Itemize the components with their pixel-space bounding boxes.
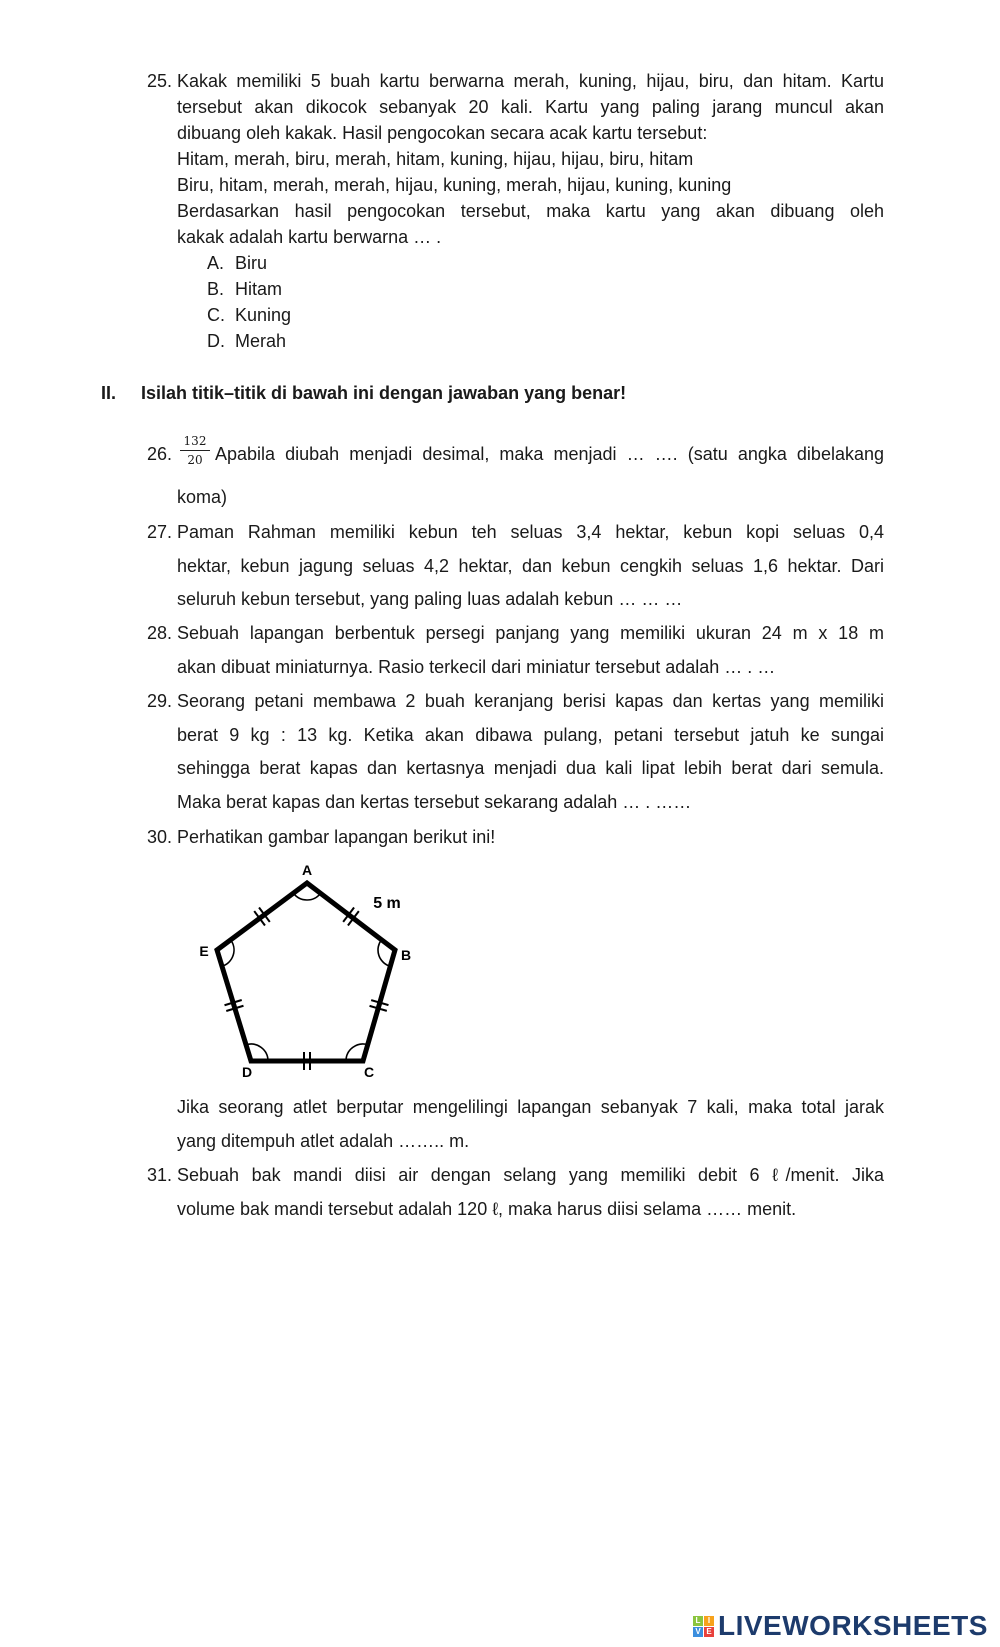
vertex-label-e: E — [199, 943, 209, 959]
option-text: Hitam — [235, 279, 283, 299]
fraction-numerator: 132 — [180, 434, 210, 451]
option-letter: A. — [207, 253, 225, 273]
option-text: Merah — [235, 331, 287, 351]
question-text: Apabila diubah menjadi desimal, maka menjadi … …. (satu angka dibelakang — [215, 444, 884, 464]
logo-icon-letter: E — [704, 1627, 714, 1637]
option-c[interactable] — [207, 305, 291, 326]
question-text: Perhatikan gambar lapangan berikut ini! — [177, 827, 496, 847]
vertex-label-c: C — [363, 1064, 375, 1080]
option-letter: C. — [207, 305, 225, 325]
fraction-denominator: 20 — [187, 453, 203, 467]
question-text: sehingga berat kapas dan kertasnya menjadi dua kali lipat lebih berat dari semula. — [177, 758, 884, 778]
logo-text: LIVEWORKSHEETS — [718, 1610, 988, 1641]
logo-icon-letter: V — [693, 1627, 703, 1637]
question-text: tersebut akan dikocok sebanyak 20 kali. Kartu yang paling jarang muncul akan — [177, 97, 884, 117]
question-number: 25. — [147, 71, 173, 91]
question-text: akan dibuat miniaturnya. Rasio terkecil dari miniatur tersebut adalah … . … — [177, 657, 776, 677]
question-number: 26. — [147, 444, 173, 464]
vertex-label-d: D — [241, 1064, 253, 1080]
question-text: Kakak memiliki 5 buah kartu berwarna merah, kuning, hijau, biru, dan hitam. Kartu — [177, 71, 884, 91]
question-number: 31. — [147, 1165, 173, 1185]
option-letter: B. — [207, 279, 225, 299]
section-heading — [101, 383, 627, 404]
pentagon-outline — [217, 883, 395, 1061]
question-text: koma) — [177, 487, 228, 507]
angle-arc — [293, 893, 320, 900]
question-text: Berdasarkan hasil pengocokan tersebut, maka kartu yang akan dibuang oleh — [177, 201, 884, 221]
fraction — [180, 434, 210, 468]
question-text: kakak adalah kartu berwarna … . — [177, 227, 442, 247]
question-text: volume bak mandi tersebut adalah 120 ℓ, maka harus diisi selama …… menit. — [177, 1199, 797, 1219]
question-text: Jika seorang atlet berputar mengelilingi lapangan sebanyak 7 kali, maka total jarak — [177, 1097, 884, 1117]
question-number: 28. — [147, 623, 173, 643]
liveworksheets-logo — [693, 1610, 988, 1642]
option-a[interactable] — [207, 253, 267, 274]
pentagon-figure — [180, 850, 440, 1090]
logo-icon-letter: L — [693, 1616, 703, 1626]
question-text: seluruh kebun tersebut, yang paling luas adalah kebun … … … — [177, 589, 683, 609]
question-text: dibuang oleh kakak. Hasil pengocokan secara acak kartu tersebut: — [177, 123, 708, 143]
side-length-label: 5 m — [373, 895, 401, 912]
option-letter: D. — [207, 331, 225, 351]
question-text: yang ditempuh atlet adalah …….. m. — [177, 1131, 470, 1151]
vertex-label-b: B — [400, 947, 412, 963]
question-text: berat 9 kg : 13 kg. Ketika akan dibawa pulang, petani tersebut jatuh ke sungai — [177, 725, 884, 745]
section-title: Isilah titik–titik di bawah ini dengan jawaban yang benar! — [141, 383, 627, 403]
logo-icon — [693, 1616, 714, 1637]
question-number: 29. — [147, 691, 173, 711]
question-text: Hitam, merah, biru, merah, hitam, kuning, hijau, hijau, biru, hitam — [177, 149, 694, 169]
section-numeral: II. — [101, 383, 117, 403]
question-number: 30. — [147, 827, 173, 847]
option-text: Kuning — [235, 305, 292, 325]
question-text: Biru, hitam, merah, merah, hijau, kuning, merah, hijau, kuning, kuning — [177, 175, 732, 195]
question-text: Seorang petani membawa 2 buah keranjang berisi kapas dan kertas yang memiliki — [177, 691, 884, 711]
question-text: hektar, kebun jagung seluas 4,2 hektar, dan kebun cengkih seluas 1,6 hektar. Dari — [177, 556, 884, 576]
logo-icon-letter: I — [704, 1616, 714, 1626]
question-text: Paman Rahman memiliki kebun teh seluas 3,4 hektar, kebun kopi seluas 0,4 — [177, 522, 884, 542]
option-text: Biru — [235, 253, 268, 273]
question-text: Maka berat kapas dan kertas tersebut sekarang adalah … . …… — [177, 792, 692, 812]
question-text: Sebuah bak mandi diisi air dengan selang yang memiliki debit 6 ℓ/menit. Jika — [177, 1165, 884, 1185]
option-d[interactable] — [207, 331, 286, 352]
vertex-label-a: A — [301, 862, 313, 878]
question-number: 27. — [147, 522, 173, 542]
question-text: Sebuah lapangan berbentuk persegi panjang yang memiliki ukuran 24 m x 18 m — [177, 623, 884, 643]
option-b[interactable] — [207, 279, 282, 300]
